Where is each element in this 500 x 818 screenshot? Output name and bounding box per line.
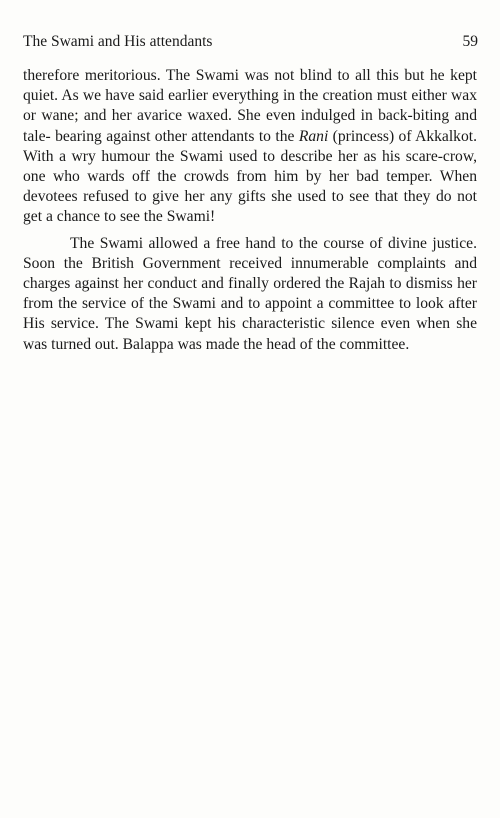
paragraph-1-text-a: therefore meritorious. The Swami was not blind to all this but he kept quiet. As we have said earlier everything in the creation must either wax or wane; and her avarice waxed. She even indulged in back-biting and tale- bearing against other attendants to the bbox=[23, 67, 477, 145]
paragraph-2: The Swami allowed a free hand to the course of divine justice. Soon the British Government received innumerable complaints and charges against her conduct and finally ordered the Rajah to dismiss her from the service of the Swami and to appoint a committee to look after His service. The Swami kept his characteristic silence even when she was turned out. Balappa was made the head of the committee. bbox=[23, 234, 477, 353]
paragraph-1 bbox=[23, 66, 477, 228]
running-title: The Swami and His attendants bbox=[23, 33, 213, 50]
page-number: 59 bbox=[462, 33, 478, 50]
running-header bbox=[23, 33, 478, 55]
paragraph-1-italic: Rani bbox=[298, 127, 329, 145]
body-text bbox=[23, 66, 477, 355]
paragraph-1-text-b: (princess) of Akkalkot. With a wry humour the Swami used to describe her as his scare-crow, one who wards off the crowds from him by her bad temper. When devotees refused to give her any gifts she used to see that they do not get a chance to see the Swami! bbox=[23, 127, 478, 226]
